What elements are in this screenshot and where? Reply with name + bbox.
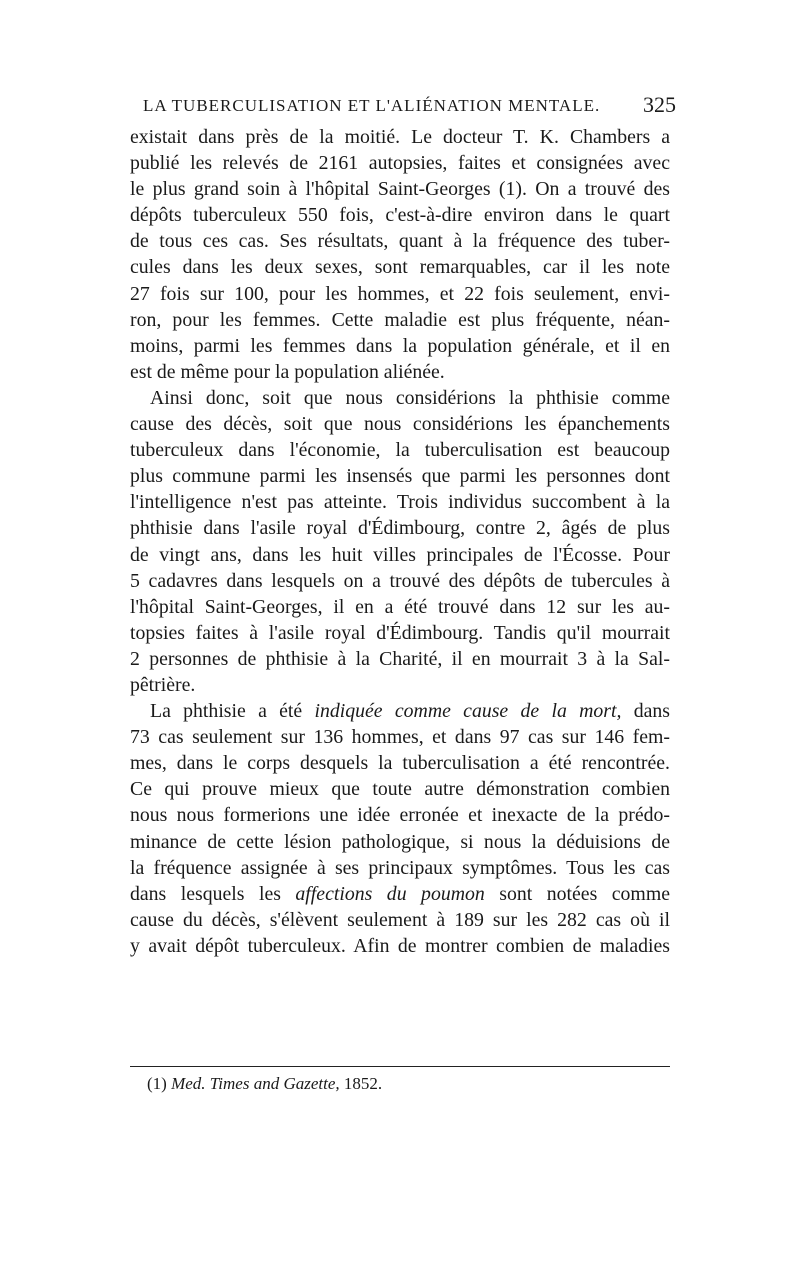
footnote-marker: (1) (147, 1074, 167, 1093)
text-line: existait dans près de la moitié. Le docteur T. K. Chambers a (130, 126, 670, 148)
footnote-source: Med. Times and Gazette, (171, 1074, 340, 1093)
text-line: 73 cas seulement sur 136 hommes, et dans 97 cas sur 146 fem- (130, 726, 670, 749)
text-line: publié les relevés de 2161 autopsies, faites et consignées avec (130, 152, 670, 175)
text-line: 5 cadavres dans lesquels on a trouvé des dépôts de tubercules à (130, 569, 670, 592)
text-line: nous nous formerions une idée erronée et inexacte de la prédo- (130, 804, 670, 827)
text-line: phthisie dans l'asile royal d'Édimbourg, contre 2, âgés de plus (130, 517, 670, 540)
text-line: plus commune parmi les insensés que parmi les personnes dont (130, 465, 670, 488)
text-run: La phthisie a été (150, 700, 315, 723)
text-line: minance de cette lésion pathologique, si nous la déduisions de (130, 830, 670, 853)
text-line: dépôts tuberculeux 550 fois, c'est-à-dire environ dans le quart (130, 204, 670, 227)
text-run: dans lesquels les (130, 882, 296, 905)
text-line: Ainsi donc, soit que nous considérions la phthisie comme (150, 386, 670, 409)
text-line: est de même pour la population aliénée. (130, 360, 445, 383)
text-line: mes, dans le corps desquels la tuberculisation a été rencontrée. (130, 752, 670, 775)
text-line: Ce qui prouve mieux que toute autre démonstration combien (130, 778, 670, 801)
body-text (130, 124, 670, 959)
text-line: 2 personnes de phthisie à la Charité, il en mourrait 3 à la Sal- (130, 647, 670, 670)
text-line: y avait dépôt tuberculeux. Afin de montrer combien de maladies (130, 934, 670, 957)
text-run: sont notées comme (484, 882, 670, 905)
text-line: de vingt ans, dans les huit villes principales de l'Écosse. Pour (130, 543, 670, 566)
text-line: l'intelligence n'est pas atteinte. Trois individus succombent à la (130, 491, 670, 514)
italic-phrase: affections du poumon (295, 882, 485, 905)
text-line: cause des décès, soit que nous considérions les épanchements (130, 413, 670, 436)
text-line: tuberculeux dans l'économie, la tuberculisation est beaucoup (130, 439, 670, 462)
running-title: LA TUBERCULISATION ET L'ALIÉNATION MENTALE. (143, 96, 601, 115)
running-header (143, 92, 676, 122)
text-line: cules dans les deux sexes, sont remarquables, car il les note (130, 256, 670, 279)
text-line: la fréquence assignée à ses principaux symptômes. Tous les cas (130, 856, 670, 879)
footnote (147, 1074, 382, 1094)
text-line (130, 698, 670, 724)
text-line: pêtrière. (130, 673, 196, 696)
text-line: cause du décès, s'élèvent seulement à 189 sur les 282 cas où il (130, 908, 670, 931)
text-line: ron, pour les femmes. Cette maladie est plus fréquente, néan- (130, 308, 670, 331)
text-line: de tous ces cas. Ses résultats, quant à la fréquence des tuber- (130, 230, 670, 253)
italic-phrase: indiquée comme cause de la mort, (314, 700, 622, 723)
text-line: 27 fois sur 100, pour les hommes, et 22 fois seulement, envi- (130, 282, 670, 305)
text-line (130, 881, 670, 907)
text-line: l'hôpital Saint-Georges, il en a été trouvé dans 12 sur les au- (130, 595, 670, 618)
text-line: topsies faites à l'asile royal d'Édimbourg. Tandis qu'il mourrait (130, 621, 670, 644)
page-number: 325 (643, 92, 676, 117)
text-line: moins, parmi les femmes dans la population générale, et il en (130, 334, 670, 357)
text-run: dans (621, 700, 670, 723)
footnote-year: 1852. (343, 1074, 383, 1093)
text-line: le plus grand soin à l'hôpital Saint-Georges (1). On a trouvé des (130, 178, 670, 201)
footnote-divider (130, 1066, 670, 1067)
